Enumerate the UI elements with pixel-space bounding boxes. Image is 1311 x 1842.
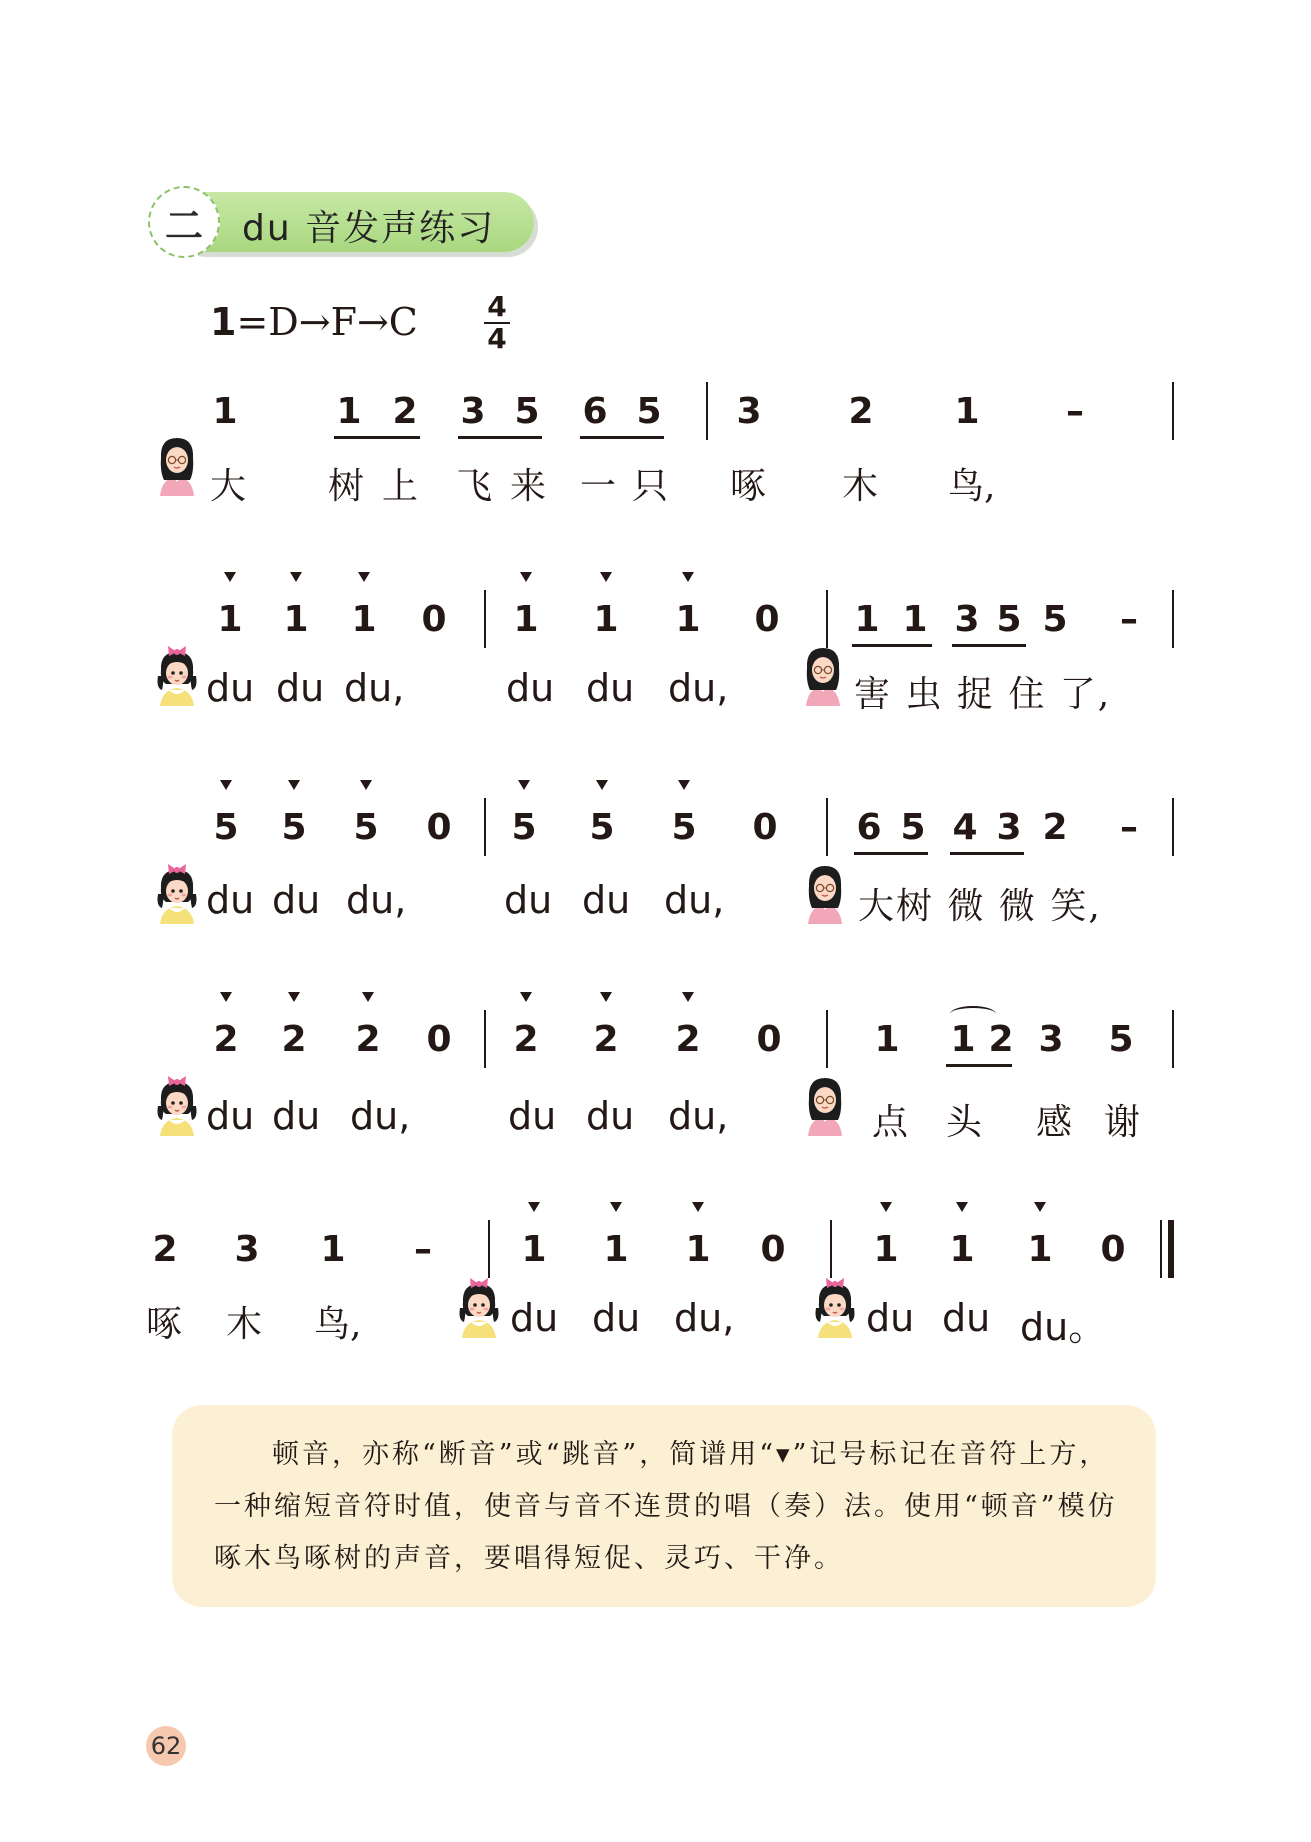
lyric-text: 鸟,: [314, 1304, 362, 1345]
du-syllable: du: [586, 1094, 635, 1138]
eighth-underline: [852, 644, 932, 647]
note-digit: 0: [752, 807, 778, 848]
lyric-text: 只: [632, 466, 669, 507]
note-digit: 1: [336, 391, 362, 432]
note-digit: 0: [1100, 1229, 1126, 1270]
eighth-underline: [952, 644, 1026, 647]
time-signature: 4 4: [482, 292, 512, 354]
lyric-text: 感: [1036, 1102, 1073, 1143]
staccato-mark-icon: [220, 992, 232, 1002]
staccato-mark-icon: [880, 1202, 892, 1212]
note-digit: 1: [874, 1019, 900, 1060]
lyric-text: 啄: [730, 466, 767, 507]
du-syllable: du: [206, 666, 255, 710]
staccato-mark-icon: [596, 780, 608, 790]
note-digit: 1: [212, 391, 238, 432]
lyric-text: 点: [872, 1102, 909, 1143]
staccato-mark-icon: [528, 1202, 540, 1212]
lyric-text: 木: [226, 1304, 263, 1345]
du-syllable: du: [276, 666, 325, 710]
lyric-text: 谢: [1104, 1102, 1141, 1143]
girl-avatar-icon: [456, 1278, 502, 1340]
du-syllable: du: [510, 1296, 559, 1340]
note-digit: 1: [351, 599, 377, 640]
girl-avatar-icon: [154, 864, 200, 926]
staccato-mark-icon: [682, 992, 694, 1002]
bar-line: [1172, 798, 1174, 856]
note-digit: 1: [603, 1229, 629, 1270]
note-digit: 3: [736, 391, 762, 432]
lyric-text: 鸟,: [948, 466, 996, 507]
du-syllable: du: [586, 666, 635, 710]
girl-avatar-icon: [812, 1278, 858, 1340]
staccato-note-box: [172, 1405, 1156, 1607]
note-digit: –: [1120, 807, 1138, 848]
note-digit: 4: [952, 807, 978, 848]
lyric-text: 来: [510, 466, 547, 507]
note-digit: 3: [460, 391, 486, 432]
note-digit: 3: [1038, 1019, 1064, 1060]
note-digit: –: [1120, 599, 1138, 640]
staccato-mark-icon: [288, 992, 300, 1002]
du-syllable: du: [504, 878, 553, 922]
du-syllable: du: [506, 666, 555, 710]
note-digit: 0: [756, 1019, 782, 1060]
note-digit: 0: [421, 599, 447, 640]
staccato-mark-icon: [288, 780, 300, 790]
note-digit: 6: [582, 391, 608, 432]
note-digit: 2: [593, 1019, 619, 1060]
staccato-mark-icon: [956, 1202, 968, 1212]
du-syllable: du: [942, 1296, 991, 1340]
note-digit: 1: [593, 599, 619, 640]
note-digit: 5: [353, 807, 379, 848]
bar-line: [488, 1220, 490, 1278]
note-digit: –: [1066, 391, 1084, 432]
girl-avatar-icon: [154, 1076, 200, 1138]
note-digit: 5: [996, 599, 1022, 640]
du-syllable: du,: [350, 1094, 411, 1138]
du-syllable: du: [272, 1094, 321, 1138]
du-syllable: du: [508, 1094, 557, 1138]
note-digit: 3: [996, 807, 1022, 848]
note-digit: 0: [426, 1019, 452, 1060]
du-syllable: du,: [674, 1296, 735, 1340]
note-digit: 3: [234, 1229, 260, 1270]
lyric-text: 树: [328, 466, 365, 507]
note-digit: 2: [355, 1019, 381, 1060]
note-digit: 5: [281, 807, 307, 848]
du-syllable: du: [206, 1094, 255, 1138]
du-syllable: du,: [668, 1094, 729, 1138]
eighth-underline: [334, 436, 420, 439]
note-digit: 1: [283, 599, 309, 640]
note-digit: 5: [589, 807, 615, 848]
lyric-text: 一: [580, 466, 617, 507]
bar-line: [826, 1010, 828, 1068]
note-digit: –: [414, 1229, 432, 1270]
note-digit: 1: [949, 1229, 975, 1270]
lyric-text: 木: [842, 466, 879, 507]
teacher-avatar-icon: [154, 436, 200, 498]
du-syllable: du: [272, 878, 321, 922]
note-digit: 5: [900, 807, 926, 848]
bar-line: [706, 382, 708, 440]
staccato-mark-icon: [692, 1202, 704, 1212]
note-digit: 3: [954, 599, 980, 640]
lyric-text: 头: [946, 1102, 983, 1143]
note-digit: 5: [636, 391, 662, 432]
staccato-mark-icon: [1034, 1202, 1046, 1212]
note-digit: 2: [213, 1019, 239, 1060]
staccato-mark-icon: [682, 572, 694, 582]
staccato-mark-icon: [360, 780, 372, 790]
staccato-mark-icon: [290, 572, 302, 582]
bar-line: [830, 1220, 832, 1278]
staccato-mark-icon: [520, 992, 532, 1002]
bar-line: [484, 1010, 486, 1068]
note-digit: 2: [988, 1019, 1014, 1060]
note-digit: 1: [685, 1229, 711, 1270]
note-digit: 0: [760, 1229, 786, 1270]
note-digit: 1: [521, 1229, 547, 1270]
du-syllable: du,: [346, 878, 407, 922]
du-syllable: du: [582, 878, 631, 922]
eighth-underline: [580, 436, 664, 439]
eighth-underline: [854, 852, 928, 855]
du-syllable: du。: [1020, 1305, 1107, 1349]
note-digit: 2: [281, 1019, 307, 1060]
eighth-underline: [950, 852, 1024, 855]
note-digit: 5: [511, 807, 537, 848]
eighth-underline: [458, 436, 542, 439]
staccato-mark-icon: [224, 572, 236, 582]
lyric-text: 飞: [456, 466, 493, 507]
note-digit: 1: [217, 599, 243, 640]
bar-line: [1168, 1220, 1174, 1278]
bar-line: [1172, 382, 1174, 440]
note-digit: 6: [856, 807, 882, 848]
note-digit: 1: [1027, 1229, 1053, 1270]
note-digit: 2: [513, 1019, 539, 1060]
du-syllable: du,: [664, 878, 725, 922]
note-digit: 2: [392, 391, 418, 432]
note-digit: 1: [950, 1019, 976, 1060]
bar-line: [826, 798, 828, 856]
note-digit: 2: [848, 391, 874, 432]
page-number: 62: [146, 1726, 186, 1766]
lyric-text: 大: [210, 466, 247, 507]
lyric-text: 害 虫 捉 住 了,: [854, 674, 1112, 715]
teacher-avatar-icon: [802, 1076, 848, 1138]
note-digit: 5: [514, 391, 540, 432]
note-digit: 2: [675, 1019, 701, 1060]
bar-line: [484, 798, 486, 856]
note-digit: 2: [152, 1229, 178, 1270]
staccato-mark-icon: [358, 572, 370, 582]
key-signature: 1=D→F→C: [210, 300, 418, 344]
staccato-mark-icon: [610, 1202, 622, 1212]
note-digit: 0: [426, 807, 452, 848]
note-digit: 1: [854, 599, 880, 640]
teacher-avatar-icon: [800, 646, 846, 708]
du-syllable: du,: [344, 666, 405, 710]
staccato-mark-icon: [600, 572, 612, 582]
note-digit: 1: [902, 599, 928, 640]
du-syllable: du: [592, 1296, 641, 1340]
bar-line: [1172, 1010, 1174, 1068]
du-syllable: du: [206, 878, 255, 922]
note-digit: 1: [320, 1229, 346, 1270]
note-digit: 1: [675, 599, 701, 640]
section-title: du 音发声练习: [242, 208, 496, 249]
eighth-underline: [946, 1064, 1012, 1067]
staccato-mark-icon: [518, 780, 530, 790]
lyric-text: 大树 微 微 笑,: [858, 886, 1102, 927]
staccato-mark-icon: [220, 780, 232, 790]
staccato-mark-icon: [600, 992, 612, 1002]
note-digit: 5: [213, 807, 239, 848]
note-digit: 1: [954, 391, 980, 432]
staccato-note-text: 顿音，亦称“断音”或“跳音”，简谱用“▾”记号标记在音符上方，一种缩短音符时值，使音与音不连贯的唱（奏）法。使用“顿音”模仿啄木鸟啄树的声音，要唱得短促、灵巧、干净。: [214, 1439, 1118, 1574]
staccato-mark-icon: [520, 572, 532, 582]
bar-line: [826, 590, 828, 648]
note-digit: 5: [1042, 599, 1068, 640]
bar-line: [1172, 590, 1174, 648]
bar-line: [1160, 1220, 1162, 1278]
section-banner: [148, 186, 538, 258]
girl-avatar-icon: [154, 646, 200, 708]
note-digit: 5: [1108, 1019, 1134, 1060]
note-digit: 2: [1042, 807, 1068, 848]
note-digit: 5: [671, 807, 697, 848]
section-number-badge: [148, 186, 220, 258]
staccato-mark-icon: [678, 780, 690, 790]
lyric-text: 啄: [146, 1304, 183, 1345]
section-number: 二: [164, 202, 203, 248]
bar-line: [484, 590, 486, 648]
staccato-mark-icon: [362, 992, 374, 1002]
note-digit: 1: [513, 599, 539, 640]
du-syllable: du,: [668, 666, 729, 710]
teacher-avatar-icon: [802, 864, 848, 926]
du-syllable: du: [866, 1296, 915, 1340]
lyric-text: 上: [382, 466, 419, 507]
note-digit: 0: [754, 599, 780, 640]
note-digit: 1: [873, 1229, 899, 1270]
